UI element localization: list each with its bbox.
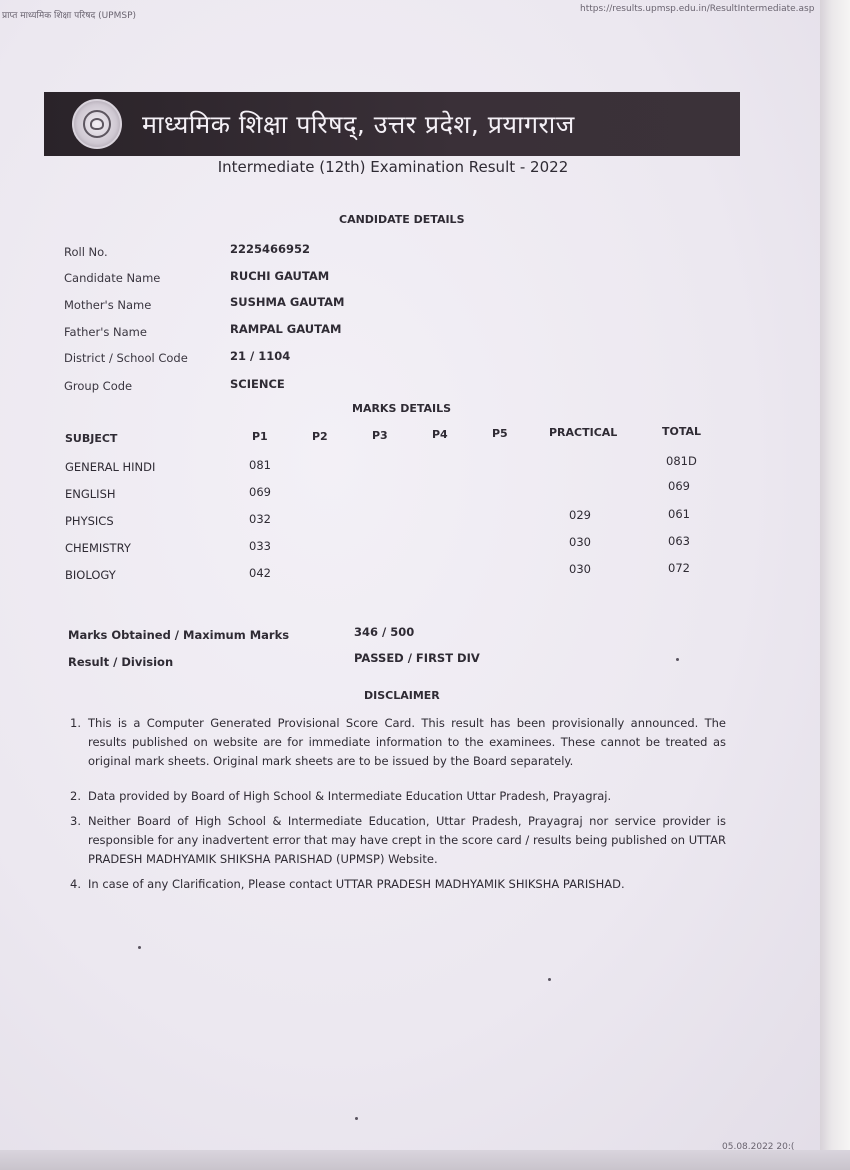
- father-name-label: Father's Name: [64, 325, 147, 339]
- disclaimer-text: Data provided by Board of High School & Intermediate Education Uttar Pradesh, Prayagraj.: [88, 789, 612, 803]
- subject-cell: BIOLOGY: [65, 568, 116, 582]
- p1-cell: 042: [249, 566, 271, 580]
- p1-cell: 069: [249, 485, 271, 499]
- board-banner: [44, 92, 740, 156]
- col-p2: P2: [312, 430, 328, 443]
- col-practical: PRACTICAL: [549, 426, 618, 439]
- total-cell: 069: [668, 479, 690, 493]
- p1-cell: 081: [249, 458, 271, 472]
- candidate-details-heading: CANDIDATE DETAILS: [339, 213, 465, 226]
- mother-name-label: Mother's Name: [64, 298, 152, 312]
- subject-cell: ENGLISH: [65, 487, 116, 501]
- p1-cell: 033: [249, 539, 271, 553]
- col-p5: P5: [492, 427, 508, 440]
- group-code-label: Group Code: [64, 379, 133, 393]
- print-timestamp: 05.08.2022 20:(: [722, 1142, 795, 1152]
- disclaimer-number: 3.: [70, 814, 81, 828]
- disclaimer-item: [70, 812, 726, 869]
- disclaimer-text: Neither Board of High School & Intermediate Education, Uttar Pradesh, Prayagraj nor service provider is responsible for any inadvertent error that may have crept in the score card / results being published on UTTAR PRADESH MADHYAMIK SHIKSHA PARISHAD (UPMSP) Website.: [88, 814, 726, 866]
- disclaimer-item: [70, 714, 726, 771]
- page-edge: [820, 0, 850, 1170]
- candidate-name-label: Candidate Name: [64, 271, 161, 285]
- scan-speck: [548, 978, 551, 981]
- col-total: TOTAL: [662, 425, 702, 438]
- district-school-value: 21 / 1104: [230, 349, 291, 363]
- board-name: माध्यमिक शिक्षा परिषद्, उत्तर प्रदेश, प्रयागराज: [142, 110, 575, 139]
- total-cell: 081D: [666, 454, 697, 468]
- practical-cell: 029: [569, 508, 591, 522]
- col-subject: SUBJECT: [65, 432, 118, 445]
- col-p1: P1: [252, 430, 268, 443]
- disclaimer-number: 2.: [70, 789, 81, 803]
- result-division-value: PASSED / FIRST DIV: [354, 651, 480, 665]
- practical-cell: 030: [569, 562, 591, 576]
- col-p4: P4: [432, 428, 448, 441]
- disclaimer-number: 1.: [70, 716, 81, 730]
- practical-cell: 030: [569, 535, 591, 549]
- disclaimer-item: [70, 787, 726, 806]
- marks-obtained-value: 346 / 500: [354, 625, 415, 639]
- scan-speck: [355, 1117, 358, 1120]
- candidate-name-value: RUCHI GAUTAM: [230, 269, 330, 283]
- marks-obtained-label: Marks Obtained / Maximum Marks: [68, 628, 290, 642]
- father-name-value: RAMPAL GAUTAM: [230, 322, 342, 336]
- total-cell: 063: [668, 534, 690, 548]
- col-p3: P3: [372, 429, 388, 442]
- result-division-label: Result / Division: [68, 655, 174, 669]
- mother-name-value: SUSHMA GAUTAM: [230, 295, 345, 309]
- subject-cell: PHYSICS: [65, 514, 114, 528]
- disclaimer-text: This is a Computer Generated Provisional Score Card. This result has been provisionally announced. The results published on website are for immediate information to the examinees. These cannot be treated as original mark sheets. Original mark sheets are to be issued by the Board separately.: [88, 716, 726, 768]
- total-cell: 072: [668, 561, 690, 575]
- disclaimer-heading: DISCLAIMER: [364, 689, 440, 702]
- exam-title: Intermediate (12th) Examination Result - 2022: [217, 158, 569, 176]
- scan-speck: [676, 658, 679, 661]
- total-cell: 061: [668, 507, 690, 521]
- browser-print-title: प्राप्त माध्यमिक शिक्षा परिषद (UPMSP): [2, 11, 137, 21]
- disclaimer-number: 4.: [70, 877, 81, 891]
- district-school-label: District / School Code: [64, 351, 188, 365]
- roll-no-label: Roll No.: [64, 245, 108, 259]
- disclaimer-text: In case of any Clarification, Please contact UTTAR PRADESH MADHYAMIK SHIKSHA PARISHAD.: [88, 877, 625, 891]
- subject-cell: GENERAL HINDI: [65, 460, 156, 474]
- page-bottom-edge: [0, 1150, 850, 1170]
- subject-cell: CHEMISTRY: [65, 541, 131, 555]
- group-code-value: SCIENCE: [230, 377, 285, 391]
- upmsp-emblem-icon: [72, 99, 122, 149]
- disclaimer-item: [70, 875, 726, 894]
- roll-no-value: 2225466952: [230, 242, 311, 256]
- browser-print-url: https://results.upmsp.edu.in/ResultIntermediate.asp: [580, 4, 815, 14]
- marks-details-heading: MARKS DETAILS: [352, 402, 452, 415]
- scan-speck: [138, 946, 141, 949]
- p1-cell: 032: [249, 512, 271, 526]
